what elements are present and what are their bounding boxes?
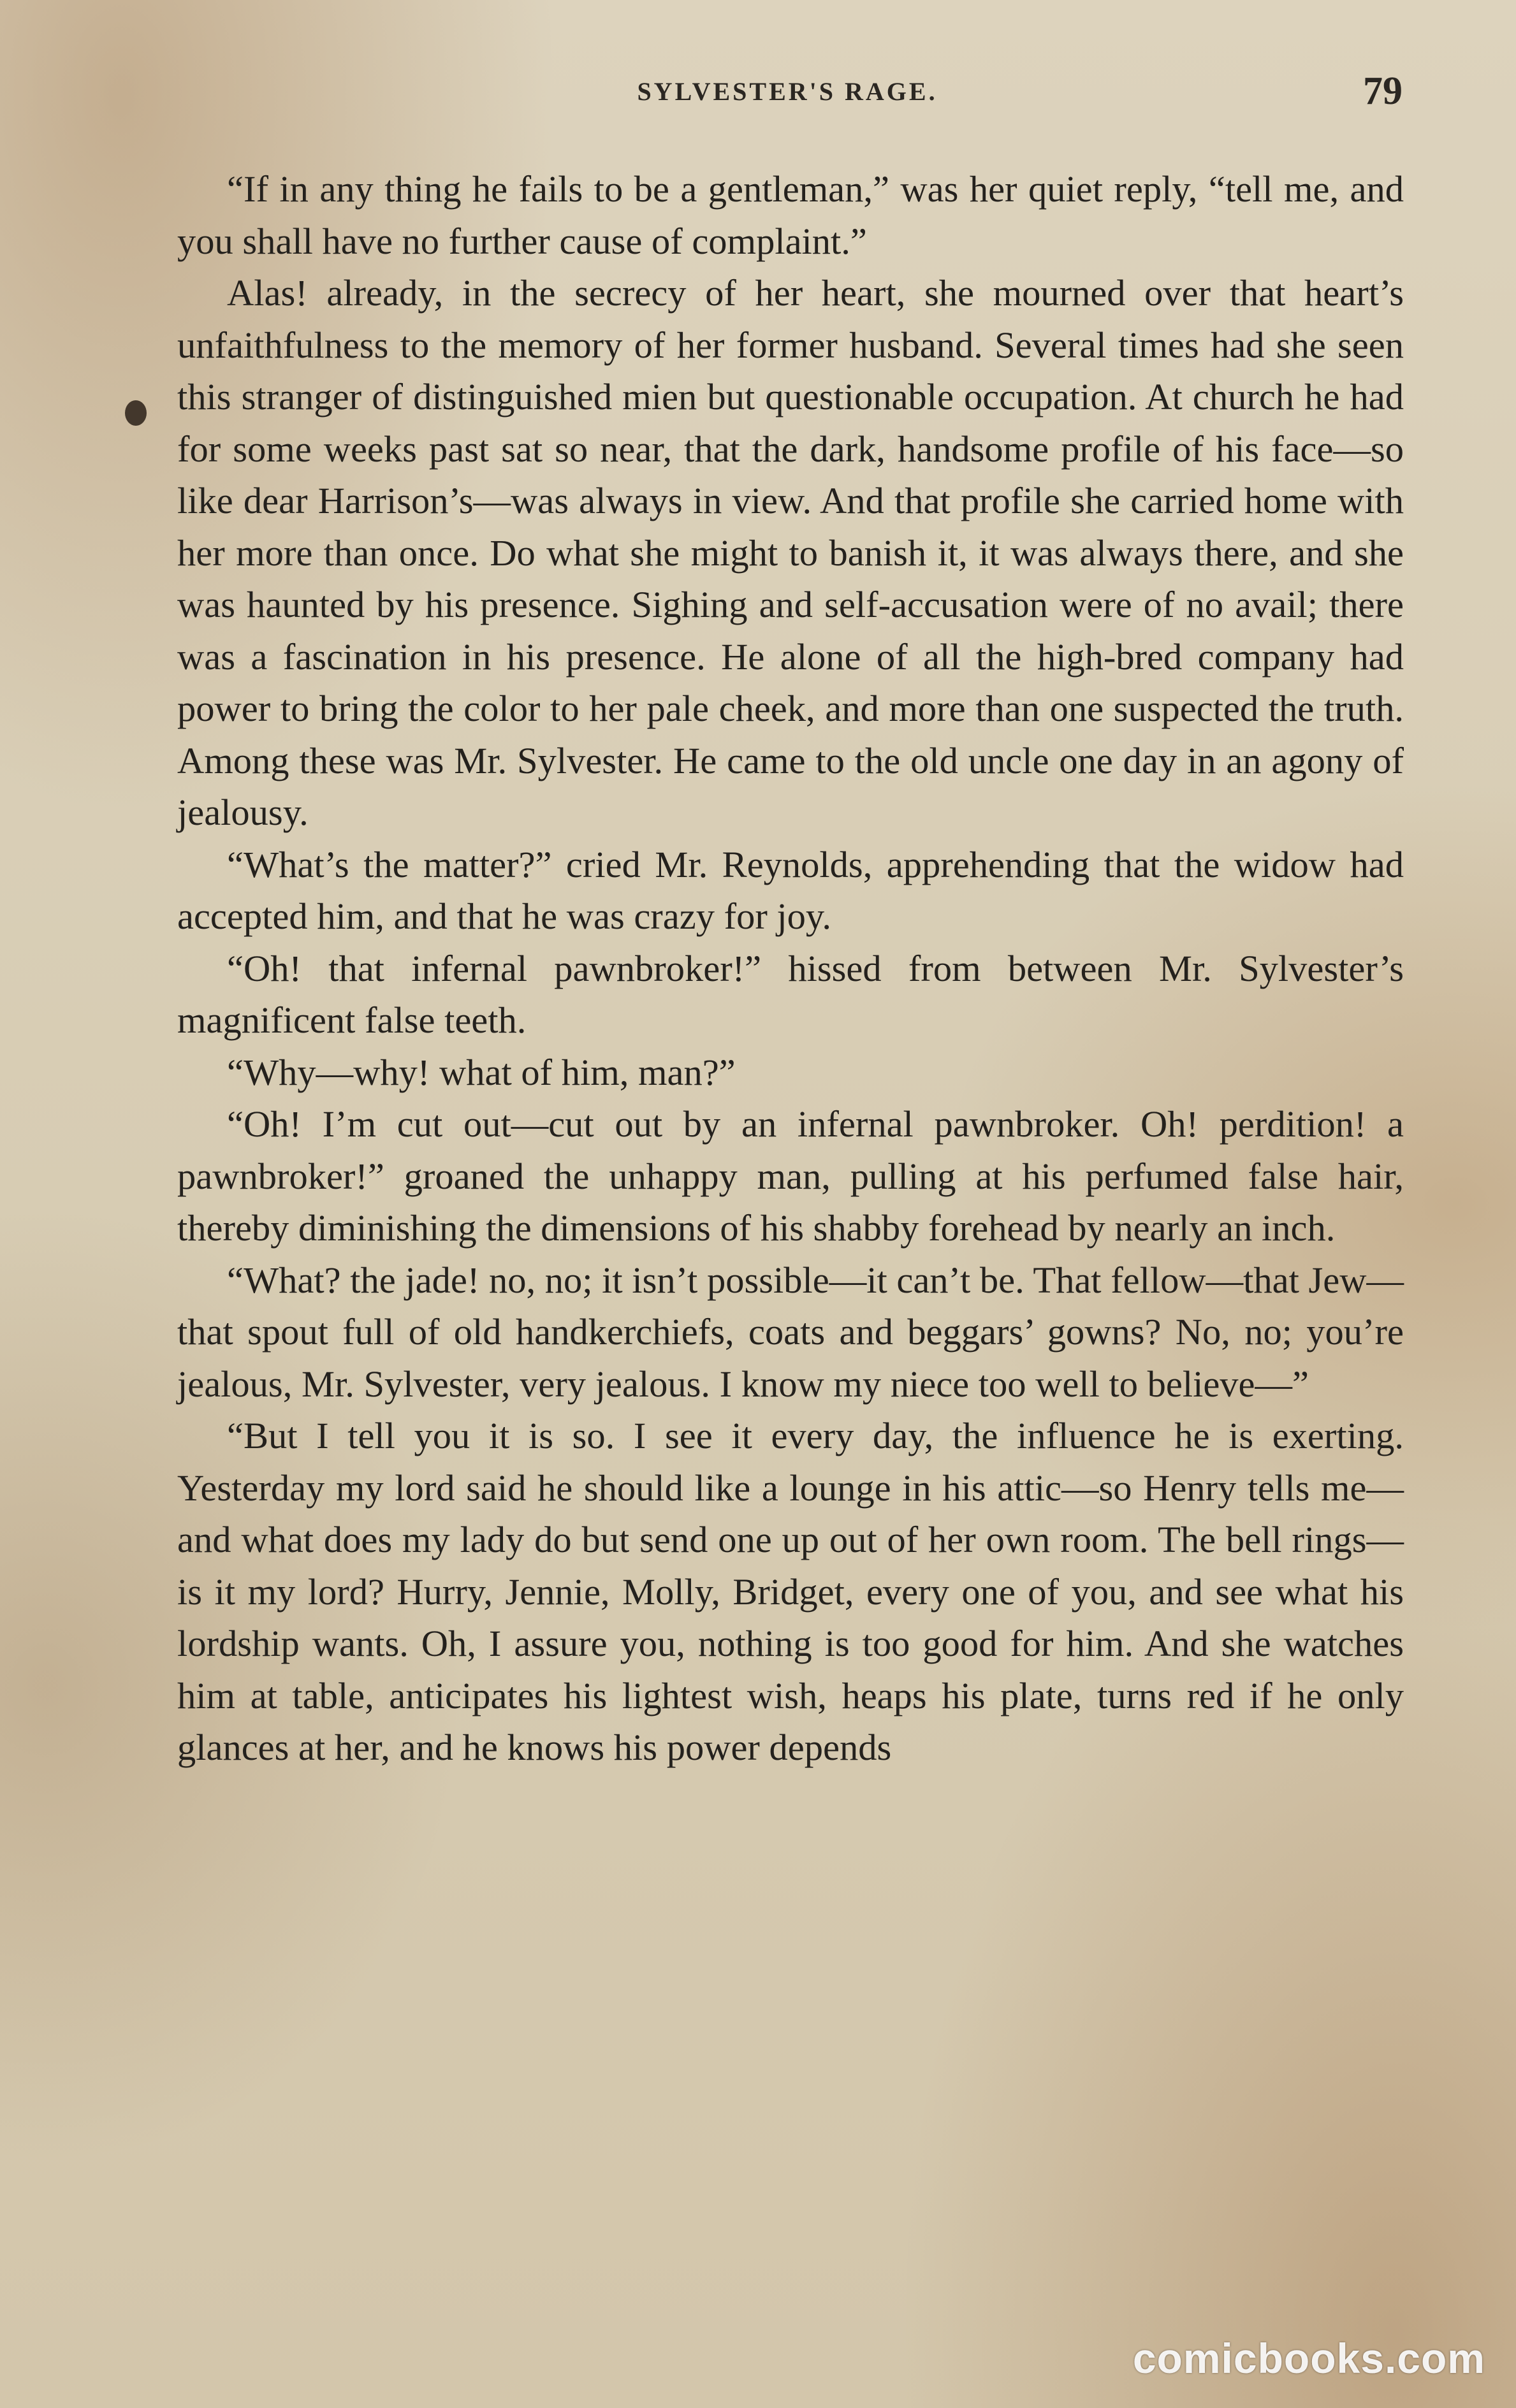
page-header bbox=[172, 69, 1403, 120]
paragraph: “If in any thing he fails to be a gentleman,” was her quiet reply, “tell me, and you shall have no further cause of complaint.” bbox=[177, 168, 1404, 262]
running-head: SYLVESTER'S RAGE. bbox=[637, 77, 938, 106]
body-text bbox=[177, 163, 1404, 1774]
paragraph: “What? the jade! no, no; it isn’t possible—it can’t be. That fellow—that Jew—that spout full of old handkerchiefs, coats and beggars’ gowns? No, no; you’re jealous, Mr. Sylvester, very jealous. I know my niece too well to believe—” bbox=[177, 1259, 1404, 1405]
paragraph: “What’s the matter?” cried Mr. Reynolds, apprehending that the widow had accepted him, and that he was crazy for joy. bbox=[177, 843, 1404, 937]
page-number: 79 bbox=[1363, 69, 1403, 113]
paragraph: “Why—why! what of him, man?” bbox=[227, 1051, 736, 1093]
watermark: comicbooks.com bbox=[1132, 2335, 1485, 2382]
ink-spot bbox=[125, 400, 147, 426]
paragraph: “But I tell you it is so. I see it every day, the influence he is exerting. Yesterday my lord said he should like a lounge in his attic—so Henry tells me—and what does my lady do but send one up out of her own room. The bell rings—is it my lord? Hurry, Jennie, Molly, Bridget, every one of you, and see what his lordship wants. Oh, I assure you, nothing is too good for him. And she watches him at table, anticipates his lightest wish, heaps his plate, turns red if he only glances at her, and he knows his power depends bbox=[177, 1415, 1404, 1768]
paragraph: “Oh! that infernal pawnbroker!” hissed from between Mr. Sylvester’s magnificent false teeth. bbox=[177, 947, 1404, 1041]
paragraph: “Oh! I’m cut out—cut out by an infernal pawnbroker. Oh! perdition! a pawnbroker!” groaned the unhappy man, pulling at his perfumed false hair, thereby diminishing the dimensions of his shabby forehead by nearly an inch. bbox=[177, 1103, 1404, 1249]
paragraph: Alas! already, in the secrecy of her heart, she mourned over that heart’s unfaithfulness to the memory of her former husband. Several times had she seen this stranger of distinguished mien but questionable occupation. At church he had for some weeks past sat so near, that the dark, handsome profile of his face—so like dear Harrison’s—was always in view. And that profile she carried home with her more than once. Do what she might to banish it, it was always there, and she was haunted by his presence. Sighing and self-accusation were of no avail; there was a fascination in his presence. He alone of all the high-bred company had power to bring the color to her pale cheek, and more than one suspected the truth. Among these was Mr. Sylvester. He came to the old uncle one day in an agony of jealousy. bbox=[177, 272, 1404, 833]
